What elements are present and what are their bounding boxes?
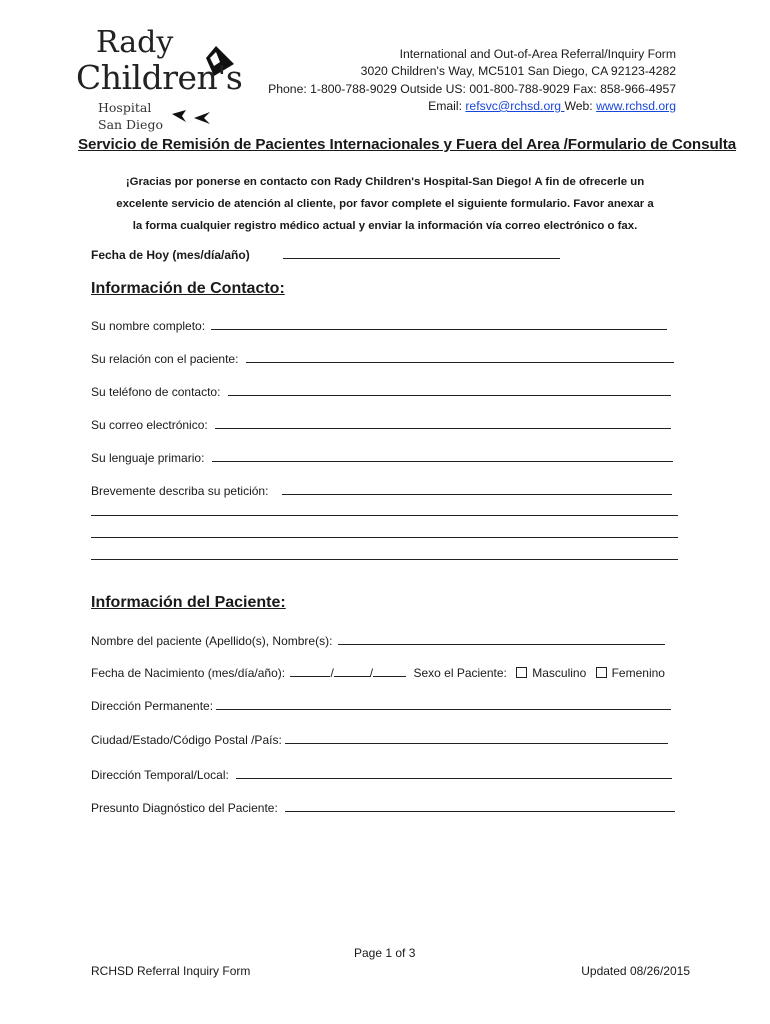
request-field[interactable]	[282, 481, 672, 495]
sex-label: Sexo el Paciente:	[413, 666, 507, 680]
patient-name-row	[91, 631, 665, 648]
logo-text-childrens: Children's	[76, 58, 243, 97]
date-row	[91, 245, 560, 262]
address-label: Dirección Permanente:	[91, 699, 214, 713]
request-label: Brevemente describa su petición:	[91, 484, 269, 498]
city-label: Ciudad/Estado/Código Postal /País:	[91, 733, 282, 747]
date-label: Fecha de Hoy (mes/día/año)	[91, 248, 250, 262]
email-web-line	[268, 98, 676, 115]
date-field[interactable]	[283, 245, 560, 259]
intro-line-2: excelente servicio de atención al cliente, por favor complete el siguiente formulario. Favor anexar a	[116, 198, 654, 210]
contact-email-row	[91, 415, 671, 432]
dob-slash-2: /	[369, 666, 374, 680]
dob-sex-row	[91, 663, 665, 680]
contact-phone-label: Su teléfono de contacto:	[91, 385, 221, 399]
temp-address-field[interactable]	[236, 765, 672, 779]
diagnosis-row	[91, 798, 675, 815]
address-field[interactable]	[216, 696, 671, 710]
kite-tail-icon	[172, 106, 212, 126]
contact-name-field[interactable]	[211, 316, 667, 330]
temp-address-label: Dirección Temporal/Local:	[91, 768, 229, 782]
female-checkbox[interactable]	[596, 667, 607, 678]
language-field[interactable]	[212, 448, 673, 462]
logo-text-hospital: Hospital	[98, 100, 152, 115]
header-contact-block	[268, 46, 676, 115]
city-row	[91, 730, 668, 747]
email-label: Email:	[428, 98, 466, 113]
email-link[interactable]: refsvc@rchsd.org	[465, 98, 565, 113]
page-number: Page 1 of 3	[354, 946, 416, 960]
web-label: Web:	[564, 98, 597, 113]
phone-line: Phone: 1-800-788-9029 Outside US: 001-800-788-9029 Fax: 858-966-4957	[268, 81, 676, 96]
contact-phone-field[interactable]	[228, 382, 671, 396]
contact-name-label: Su nombre completo:	[91, 319, 206, 333]
relation-label: Su relación con el paciente:	[91, 352, 239, 366]
relation-field[interactable]	[246, 349, 674, 363]
request-extra-line-2[interactable]	[91, 537, 678, 538]
request-row	[91, 481, 672, 498]
dob-label: Fecha de Nacimiento (mes/día/año):	[91, 666, 286, 680]
contact-email-label: Su correo electrónico:	[91, 418, 208, 432]
dob-year-field[interactable]	[373, 663, 406, 677]
city-field[interactable]	[285, 730, 668, 744]
diagnosis-field[interactable]	[285, 798, 675, 812]
intro-line-1: ¡Gracias por ponerse en contacto con Rady Children's Hospital-San Diego! A fin de ofrecerle un	[125, 176, 645, 188]
female-label: Femenino	[611, 666, 665, 680]
page-title: Servicio de Remisión de Pacientes Internacionales y Fuera del Area /Formulario de Consulta	[78, 136, 737, 153]
address-line: 3020 Children's Way, MC5101 San Diego, CA 92123-4282	[360, 64, 676, 79]
contact-email-field[interactable]	[215, 415, 671, 429]
request-extra-line-1[interactable]	[91, 515, 678, 516]
footer-updated-date: Updated 08/26/2015	[581, 964, 690, 978]
logo-text-rady: Rady	[96, 25, 174, 60]
contact-name-row	[91, 316, 667, 333]
request-extra-line-3[interactable]	[91, 559, 678, 560]
intro-paragraph	[95, 171, 675, 237]
language-row	[91, 448, 673, 465]
footer-form-name: RCHSD Referral Inquiry Form	[91, 964, 251, 978]
dob-slash-1: /	[330, 666, 334, 680]
hospital-logo	[72, 26, 252, 136]
form-type-line: International and Out-of-Area Referral/Inquiry Form	[399, 47, 676, 61]
intro-line-3: la forma cualquier registro médico actual y enviar la información vía correo electrónico o fax.	[132, 220, 638, 232]
temp-address-row	[91, 765, 672, 782]
male-checkbox[interactable]	[516, 667, 527, 678]
dob-month-field[interactable]	[290, 663, 330, 677]
language-label: Su lenguaje primario:	[91, 451, 205, 465]
male-label: Masculino	[532, 666, 587, 680]
relation-row	[91, 349, 674, 366]
contact-phone-row	[91, 382, 671, 399]
address-row	[91, 696, 671, 713]
web-link[interactable]: www.rchsd.org	[596, 98, 676, 113]
patient-name-field[interactable]	[338, 631, 665, 645]
diagnosis-label: Presunto Diagnóstico del Paciente:	[91, 801, 278, 815]
patient-name-label: Nombre del paciente (Apellido(s), Nombre(s):	[91, 634, 333, 648]
dob-day-field[interactable]	[334, 663, 370, 677]
logo-text-san-diego: San Diego	[98, 117, 163, 132]
patient-section-heading: Información del Paciente:	[91, 594, 286, 611]
contact-section-heading: Información de Contacto:	[91, 280, 285, 297]
